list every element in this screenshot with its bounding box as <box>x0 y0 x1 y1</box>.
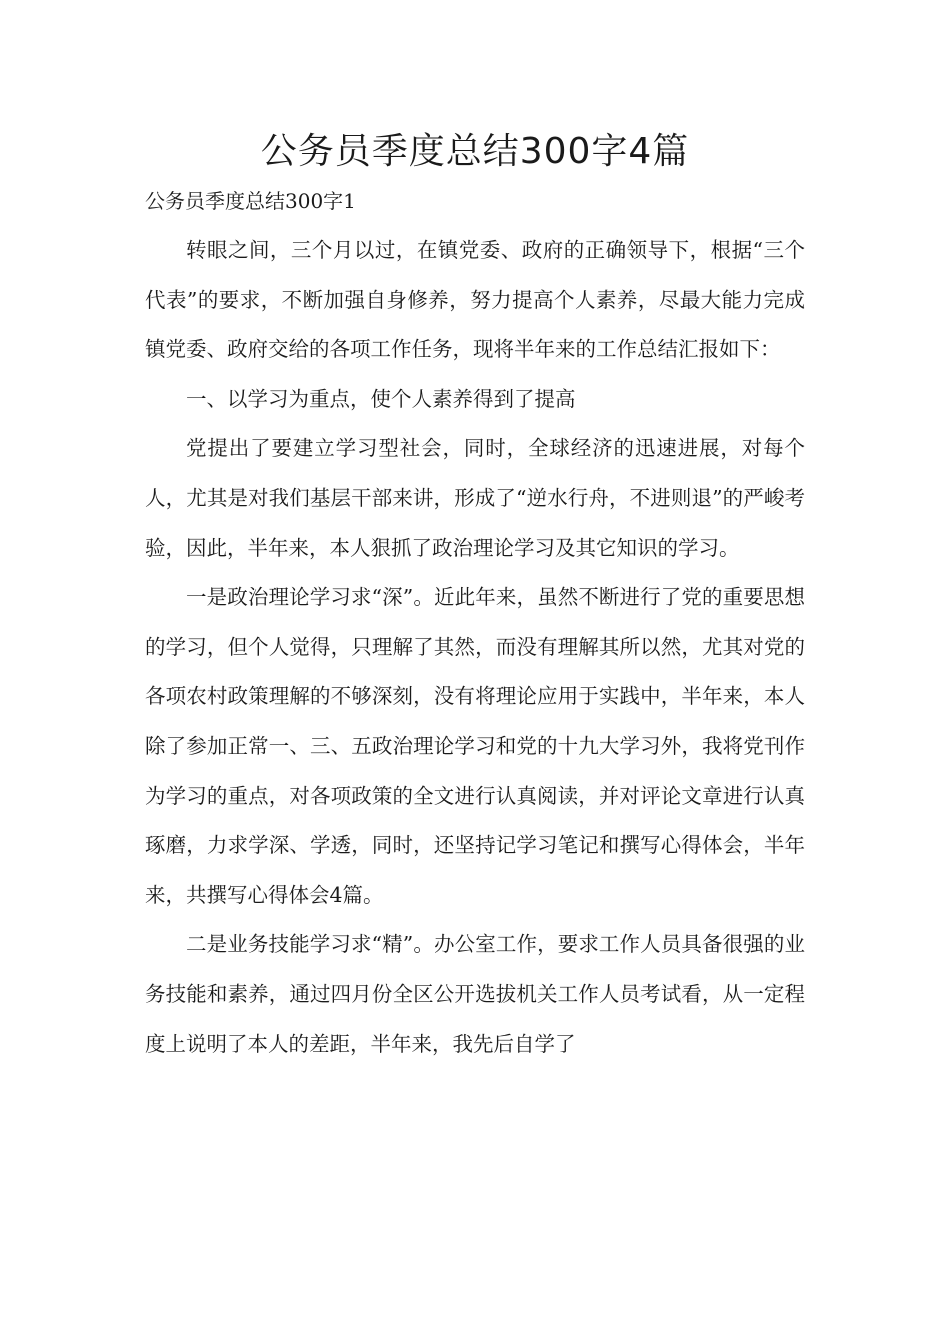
document-body <box>145 226 805 1069</box>
section-heading-1: 一、以学习为重点，使个人素养得到了提高 <box>186 386 576 411</box>
document-title: 公务员季度总结300字4篇 <box>260 131 690 172</box>
paragraph-political-study: 一是政治理论学习求“深”。近此年来，虽然不断进行了党的重要思想的学习，但个人觉得，只理解了其然，而没有理解其所以然，尤其对党的各项农村政策理解的不够深刻，没有将理论应用于实践中，半年来，本人除了参加正常一、三、五政治理论学习和党的十九大学习外，我将党刊作为学习的重点，对各项政策的全文进行认真阅读，并对评论文章进行认真琢磨，力求学深、学透，同时，还坚持记学习笔记和撰写心得体会，半年来，共撰写心得体会4篇。 <box>145 585 805 907</box>
paragraph-intro: 转眼之间，三个月以过，在镇党委、政府的正确领导下，根据“三个代表”的要求，不断加强自身修养，努力提高个人素养，尽最大能力完成镇党委、政府交给的各项工作任务，现将半年来的工作总结汇报如下： <box>145 238 805 362</box>
paragraph-skill-study: 二是业务技能学习求“精”。办公室工作，要求工作人员具备很强的业务技能和素养，通过四月份全区公开选拔机关工作人员考试看，从一定程度上说明了本人的差距，半年来，我先后自学了 <box>145 932 805 1056</box>
paragraph-background: 党提出了要建立学习型社会，同时，全球经济的迅速进展，对每个人，尤其是对我们基层干部来讲，形成了“逆水行舟，不进则退”的严峻考验，因此，半年来，本人狠抓了政治理论学习及其它知识的学习。 <box>145 436 805 560</box>
document-subtitle: 公务员季度总结300字1 <box>145 189 356 213</box>
